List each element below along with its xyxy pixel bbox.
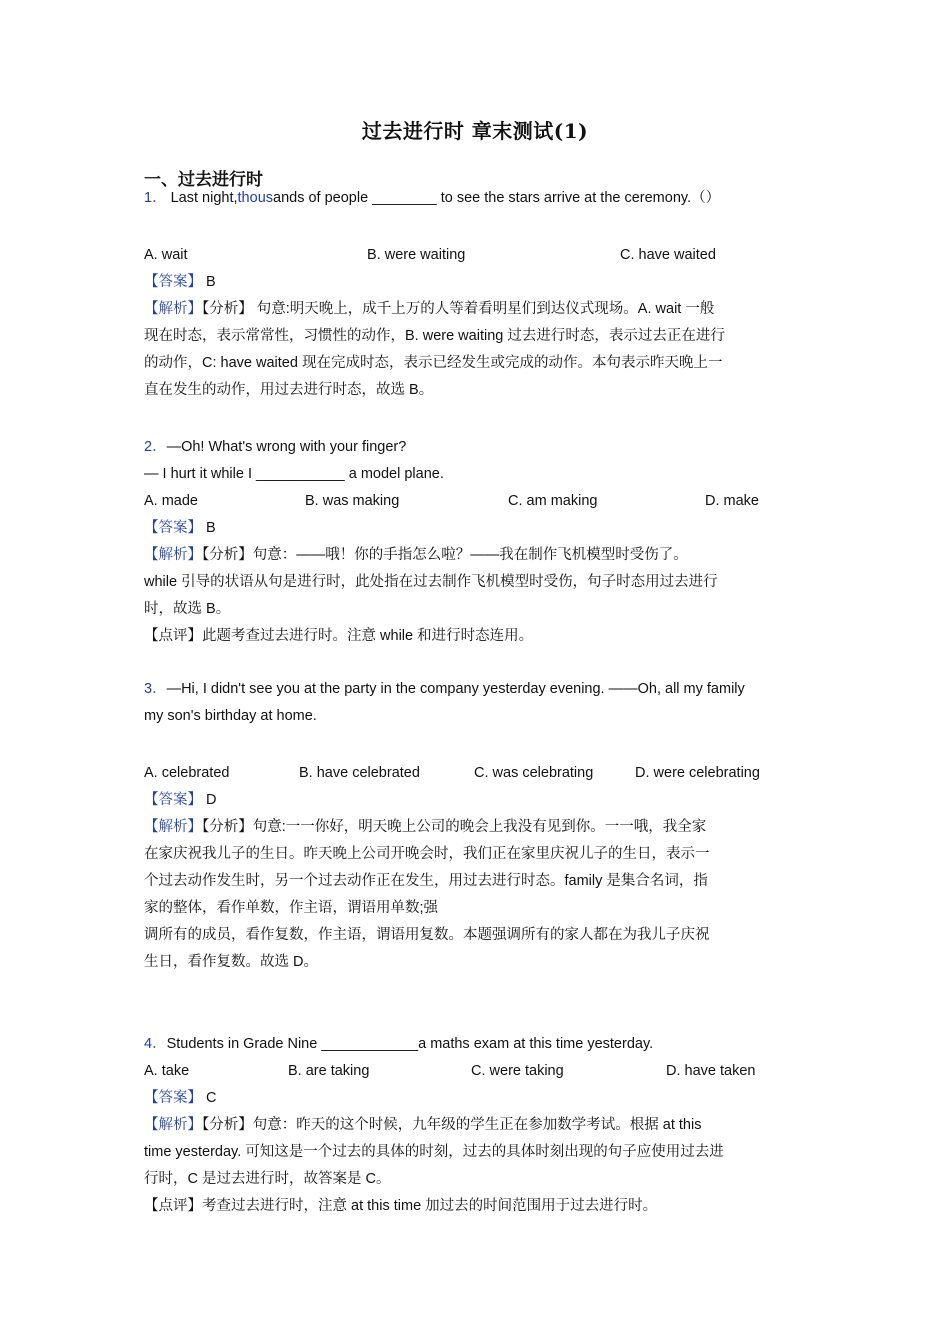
answer-tag: 【答案】 [144, 274, 202, 290]
stem-text-highlight: thous [237, 190, 274, 206]
analysis-text: while 引导的状语从句是进行时，此处指在过去制作飞机模型时受伤，句子时态用过去进行 [144, 574, 718, 590]
analysis [144, 296, 814, 404]
analysis-text: 【分析】句意：——哦！你的手指怎么啦？——我在制作飞机模型时受伤了。 [202, 547, 688, 563]
option-d: D. were celebrating [635, 765, 760, 781]
question-stem [144, 1031, 814, 1058]
option-b: B. have celebrated [299, 765, 420, 781]
question-stem [144, 434, 814, 461]
analysis [144, 542, 814, 650]
analysis-text: time yesterday. 可知这是一个过去的具体的时刻，过去的具体时刻出现的句子应使用过去进 [144, 1144, 724, 1160]
answer-tag: 【答案】 [144, 1090, 202, 1106]
stem-text: my son's birthday at home. [144, 708, 317, 724]
question-number: 2． [144, 439, 167, 455]
option-b: B. was making [305, 493, 400, 509]
analysis-text: 时，故选 B。 [144, 601, 231, 617]
analysis-tag: 【解析】 [144, 1117, 202, 1133]
analysis-text: 【分析】句意:一一你好，明天晚上公司的晚会上我没有见到你。一一哦，我全家 [202, 819, 707, 835]
answer-value: B [206, 520, 216, 536]
question-number: 4． [144, 1036, 167, 1052]
option-a: A. take [144, 1063, 190, 1079]
analysis-text: 现在时态，表示常常性，习惯性的动作，B. were waiting 过去进行时态，表示过去正在进行 [144, 328, 725, 344]
answer-line [144, 1085, 814, 1112]
comment-text: 【点评】此题考查过去进行时。注意 while 和进行时态连用。 [144, 628, 534, 644]
analysis-tag: 【解析】 [144, 301, 202, 317]
answer-tag: 【答案】 [144, 520, 202, 536]
stem-text: — I hurt it while I ___________ a model plane. [144, 466, 444, 482]
options-row [144, 488, 814, 515]
section-heading: 一、过去进行时 [144, 170, 263, 190]
analysis-tag: 【解析】 [144, 547, 202, 563]
options-row [144, 1058, 814, 1085]
question-2 [144, 434, 814, 650]
analysis-text: 行时，C 是过去进行时，故答案是 C。 [144, 1171, 391, 1187]
answer-value: B [206, 274, 216, 290]
question-stem [144, 185, 814, 212]
option-b: B. are taking [288, 1063, 370, 1079]
option-a: A. celebrated [144, 765, 230, 781]
analysis [144, 1112, 814, 1220]
document-title: 过去进行时 章末测试(1) [361, 119, 589, 143]
stem-text: —Hi, I didn't see you at the party in the company yesterday evening. ——Oh, all my family [166, 681, 745, 697]
options-row [144, 242, 814, 269]
stem-text: —Oh! What's wrong with your finger? [166, 439, 407, 455]
analysis-text: 个过去动作发生时，另一个过去动作正在发生，用过去进行时态。family 是集合名词，指 [144, 873, 708, 889]
option-d: D. make [705, 493, 759, 509]
question-stem [144, 676, 814, 703]
answer-line [144, 515, 814, 542]
options-row [144, 760, 814, 787]
option-a: A. made [144, 493, 198, 509]
answer-tag: 【答案】 [144, 792, 202, 808]
option-c: C. am making [508, 493, 598, 509]
option-c: C. have waited [620, 247, 716, 263]
analysis-text: 调所有的成员，看作复数，作主语，谓语用复数。本题强调所有的家人都在为我儿子庆祝 [144, 927, 710, 943]
option-a: A. wait [144, 247, 188, 263]
stem-text: Students in Grade Nine ____________a maths exam at this time yesterday. [166, 1036, 654, 1052]
analysis-text: 【分析】句意：昨天的这个时候，九年级的学生正在参加数学考试。根据 at this [202, 1117, 702, 1133]
question-number: 3． [144, 681, 167, 697]
option-c: C. were taking [471, 1063, 564, 1079]
analysis-text: 的动作，C: have waited 现在完成时态，表示已经发生或完成的动作。本句表示昨天晚上一 [144, 355, 723, 371]
option-d: D. have taken [666, 1063, 756, 1079]
stem-text: ands of people ________ to see the stars arrive at the ceremony.（） [273, 190, 721, 206]
analysis-text: 直在发生的动作，用过去进行时态，故选 B。 [144, 382, 434, 398]
analysis-text: 生日，看作复数。故选 D。 [144, 954, 318, 970]
analysis-text: 在家庆祝我儿子的生日。昨天晚上公司开晚会时，我们正在家里庆祝儿子的生日，表示一 [144, 846, 710, 862]
stem-text: Last night, [170, 190, 238, 206]
answer-value: D [206, 792, 217, 808]
analysis-text: 【分析】 句意:明天晚上，成千上万的人等着看明星们到达仪式现场。A. wait 一般 [202, 301, 715, 317]
analysis [144, 814, 814, 976]
option-b: B. were waiting [367, 247, 466, 263]
question-4 [144, 1031, 814, 1220]
answer-value: C [206, 1090, 217, 1106]
comment-text: 【点评】考查过去进行时，注意 at this time 加过去的时间范围用于过去进行时。 [144, 1198, 658, 1214]
analysis-text: 家的整体，看作单数，作主语，谓语用单数;强 [144, 900, 439, 916]
question-1 [144, 185, 814, 404]
answer-line [144, 269, 814, 296]
question-3 [144, 676, 814, 976]
option-c: C. was celebrating [474, 765, 594, 781]
answer-line [144, 787, 814, 814]
analysis-tag: 【解析】 [144, 819, 202, 835]
question-number: 1． [144, 190, 167, 206]
